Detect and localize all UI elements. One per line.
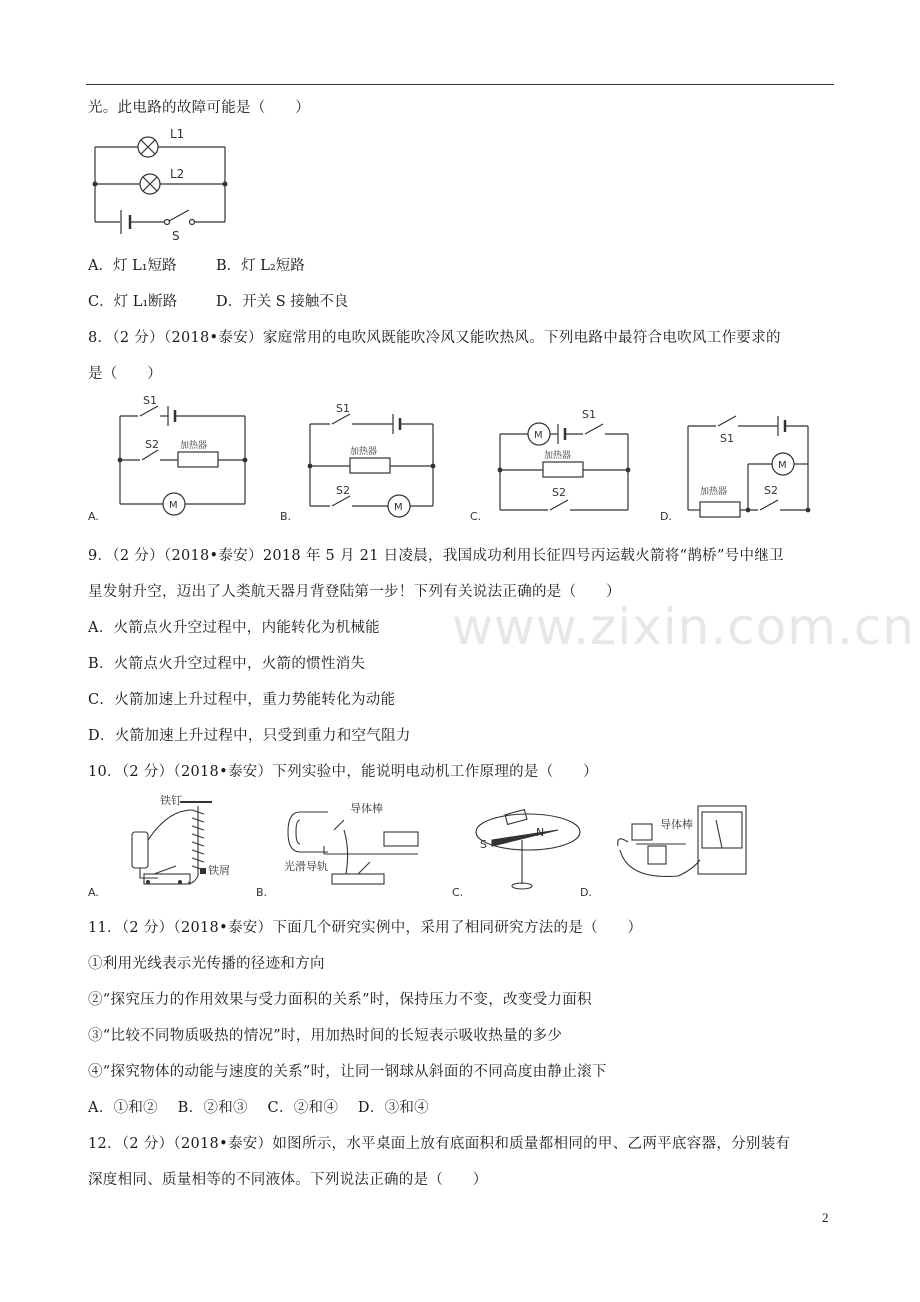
c-s-label: S: [480, 838, 487, 851]
c-s2-label: S2: [552, 486, 566, 499]
q9-option-c: C．火箭加速上升过程中，重力势能转化为动能: [88, 692, 396, 708]
q8-stem-line2: 是（ ）: [88, 366, 162, 382]
b-rail-label: 光滑导轨: [284, 860, 328, 873]
c-s1-label: S1: [582, 408, 596, 421]
q10-stem: 10．（2 分）（2018•泰安）下列实验中，能说明电动机工作原理的是（ ）: [88, 764, 598, 780]
l2-label: L2: [170, 167, 185, 181]
q8-circuit-figures: [88, 394, 838, 526]
q7-option-c: C．灯 L₁断路: [88, 294, 178, 310]
b-s1-label: S1: [336, 402, 350, 415]
a-nail-label: 铁钉: [160, 794, 182, 807]
q10-letter-b: B.: [256, 886, 268, 899]
d-heater-label: 加热器: [700, 487, 728, 497]
q12-stem-line2: 深度相同、质量相等的不同液体。下列说法正确的是（ ）: [88, 1172, 488, 1188]
q7-option-a: A．灯 L₁短路: [88, 258, 177, 274]
a-motor-label: M: [169, 500, 178, 511]
c-motor-label: M: [534, 430, 543, 441]
a-s2-label: S2: [145, 438, 159, 451]
b-rod-label: 导体棒: [350, 802, 383, 815]
q10-letter-a: A.: [88, 886, 99, 899]
b-heater-label: 加热器: [350, 447, 378, 457]
d-rod-label: 导体棒: [660, 818, 693, 831]
s-label: S: [172, 229, 180, 242]
d-motor-label: M: [778, 460, 787, 471]
c-n-label: N: [536, 826, 545, 839]
q10-letter-d: D.: [580, 886, 592, 899]
q11-item-2: ②“探究压力的作用效果与受力面积的关系”时，保持压力不变，改变受力面积: [88, 992, 592, 1008]
q7-circuit-figure: [88, 122, 238, 242]
l1-label: L1: [170, 127, 185, 141]
b-s2-label: S2: [336, 484, 350, 497]
q8-stem-line1: 8．（2 分）（2018•泰安）家庭常用的电吹风既能吹冷风又能吹热风。下列电路中最符合电吹风工作要求的: [88, 330, 781, 346]
b-motor-label: M: [394, 502, 403, 513]
q11-item-4: ④“探究物体的动能与速度的关系”时，让同一钢球从斜面的不同高度由静止滚下: [88, 1064, 607, 1080]
q11-options: A．①和② B．②和③ C．②和④ D．③和④: [88, 1100, 429, 1116]
c-heater-label: 加热器: [544, 451, 572, 461]
q8-letter-c: C.: [470, 510, 482, 523]
q11-item-3: ③“比较不同物质吸热的情况”时，用加热时间的长短表示吸收热量的多少: [88, 1028, 563, 1044]
a-s1-label: S1: [143, 394, 157, 407]
q8-letter-b: B.: [280, 510, 292, 523]
q7-stem-tail: 光。此电路的故障可能是（ ）: [88, 100, 310, 116]
d-s1-label: S1: [720, 432, 734, 445]
header-rule: [86, 84, 834, 85]
q7-option-d: D．开关 S 接触不良: [216, 294, 349, 310]
q10-experiment-figures: [88, 790, 768, 902]
q9-option-b: B．火箭点火升空过程中，火箭的惯性消失: [88, 656, 366, 672]
q9-stem-line2: 星发射升空，迈出了人类航天器月背登陆第一步！下列有关说法正确的是（ ）: [88, 584, 621, 600]
q9-option-d: D．火箭加速上升过程中，只受到重力和空气阻力: [88, 728, 411, 744]
watermark: www.zixin.com.cn: [452, 598, 916, 656]
q7-option-b: B．灯 L₂短路: [216, 258, 305, 274]
q9-option-a: A．火箭点火升空过程中，内能转化为机械能: [88, 620, 380, 636]
q12-stem-line1: 12．（2 分）（2018•泰安）如图所示，水平桌面上放有底面积和质量都相同的甲、乙两平底容器，分别装有: [88, 1136, 791, 1152]
q9-stem-line1: 9．（2 分）（2018•泰安）2018 年 5 月 21 日凌晨，我国成功利用长征四号丙运载火箭将“鹊桥”号中继卫: [88, 548, 784, 564]
d-s2-label: S2: [764, 484, 778, 497]
q8-letter-a: A.: [88, 510, 99, 523]
q10-letter-c: C.: [452, 886, 464, 899]
q11-item-1: ①利用光线表示光传播的径迹和方向: [88, 956, 325, 972]
q8-letter-d: D.: [660, 510, 672, 523]
q11-stem: 11．（2 分）（2018•泰安）下面几个研究实例中，采用了相同研究方法的是（ ）: [88, 920, 643, 936]
a-filings-label: 铁屑: [208, 864, 230, 877]
page-number: 2: [822, 1210, 829, 1225]
a-heater-label: 加热器: [180, 441, 208, 451]
